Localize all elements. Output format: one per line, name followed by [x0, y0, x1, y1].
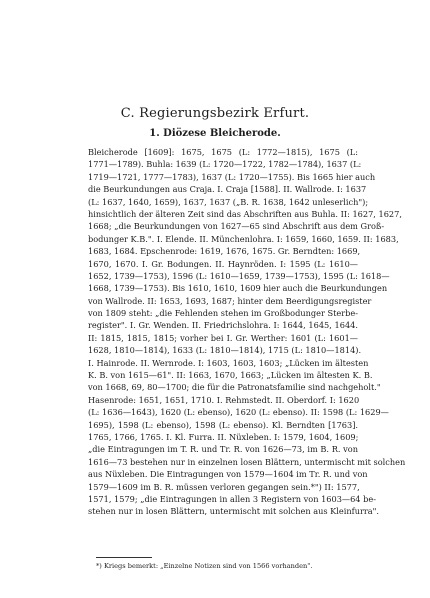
- body-line: 1628, 1810—1814), 1633 (L: 1810—1814), 1715 (L: 1810—1814).: [88, 345, 362, 356]
- body-line: (L: 1636—1643), 1620 (L: ebenso), 1620 (L: ebenso). II: 1598 (L: 1629—: [88, 407, 389, 418]
- body-line: 1668, 1739—1753). Bis 1610, 1610, 1609 hier auch die Beurkundungen: [88, 283, 388, 294]
- diocese-subheading: 1. Diözese Bleicherode.: [149, 128, 281, 139]
- body-line: 1771—1789). Buhla: 1639 (L: 1720—1722, 1782—1784), 1637 (L:: [88, 159, 362, 170]
- body-line: 1670, 1670. I. Gr. Bodungen. II. Haynröden. I: 1595 (L: 1610—: [88, 258, 358, 269]
- body-line: stehen nur in losen Blättern, untermischt mit solchen aus Kleinfurra".: [88, 506, 380, 517]
- section-heading: C. Regierungsbezirk Erfurt.: [120, 106, 310, 121]
- body-line: 1668; „die Beurkundungen von 1627—65 sind Abschrift aus dem Groß-: [88, 221, 385, 232]
- body-line: von Wallrode. II: 1653, 1693, 1687; hinter dem Beerdigungsregister: [88, 295, 372, 306]
- footnote-divider: [96, 557, 152, 558]
- body-line: Bleicherode [1609]: 1675, 1675 (L: 1772—1815), 1675 (L:: [88, 147, 358, 157]
- body-line: 1571, 1579; „die Eintragungen in allen 3 Registern von 1603—64 be-: [88, 493, 376, 504]
- body-line: 1695), 1598 (L: ebenso), 1598 (L: ebenso). Kl. Berndten [1763].: [88, 419, 358, 430]
- body-line: bodunger K.B.". I. Elende. II. Münchenlohra. I: 1659, 1660, 1659. II: 1683,: [88, 233, 399, 244]
- body-line: 1652, 1739—1753), 1596 (L: 1610—1659, 1739—1753), 1595 (L: 1618—: [88, 270, 390, 281]
- body-line: K. B. von 1615—61". II: 1663, 1670, 1663; „Lücken im ältesten K. B.: [88, 370, 373, 381]
- body-line: Hasenrode: 1651, 1651, 1710. I. Rehmstedt. II. Oberdorf. I: 1620: [88, 394, 360, 405]
- body-line: aus Nüxleben. Die Eintragungen von 1579—1604 im Tr. R. und von: [88, 469, 368, 480]
- body-line: I. Hainrode. II. Wernrode. I: 1603, 1603, 1603; „Lücken im ältesten: [88, 357, 369, 368]
- body-line: die Beurkundungen aus Craja. I. Craja [1588]. II. Wallrode. I: 1637: [88, 184, 367, 195]
- body-line: hinsichtlich der älteren Zeit sind das Abschriften aus Buhla. II: 1627, 1627,: [88, 208, 402, 219]
- body-line: 1616—73 bestehen nur in einzelnen losen Blättern, untermischt mit solchen: [88, 456, 406, 467]
- body-line: II: 1815, 1815, 1815; vorher bei I. Gr. Werther: 1601 (L: 1601—: [88, 332, 358, 343]
- body-line: 1683, 1684. Epschenrode: 1619, 1676, 1675. Gr. Berndten: 1669,: [88, 246, 361, 257]
- body-line: 1719—1721, 1777—1783), 1637 (L: 1720—1755). Bis 1665 hier auch: [88, 171, 376, 182]
- body-line: (L: 1637, 1640, 1659), 1637, 1637 („B. R. 1638, 1642 unleserlich");: [88, 196, 369, 207]
- body-line: register". I. Gr. Wenden. II. Friedrichslohra. I: 1644, 1645, 1644.: [88, 320, 358, 331]
- body-line: von 1668, 69, 80—1700; die für die Patronatsfamilie sind nachgeholt.": [88, 382, 381, 393]
- body-line: „die Eintragungen im T. R. und Tr. R. von 1626—73, im B. R. von: [88, 444, 358, 455]
- body-line: 1579—1609 im B. R. müssen verloren gegangen sein.*") II: 1577,: [88, 481, 360, 492]
- body-line: von 1809 steht: „die Fehlenden stehen im Großbodunger Sterbe-: [88, 308, 358, 319]
- body-text: [88, 146, 406, 518]
- footnote: *) Kriegs bemerkt: „Einzelne Notizen sind von 1566 vorhanden".: [96, 562, 313, 570]
- body-line: 1765, 1766, 1765. I. Kl. Furra. II. Nüxleben. I: 1579, 1604, 1609;: [88, 431, 359, 442]
